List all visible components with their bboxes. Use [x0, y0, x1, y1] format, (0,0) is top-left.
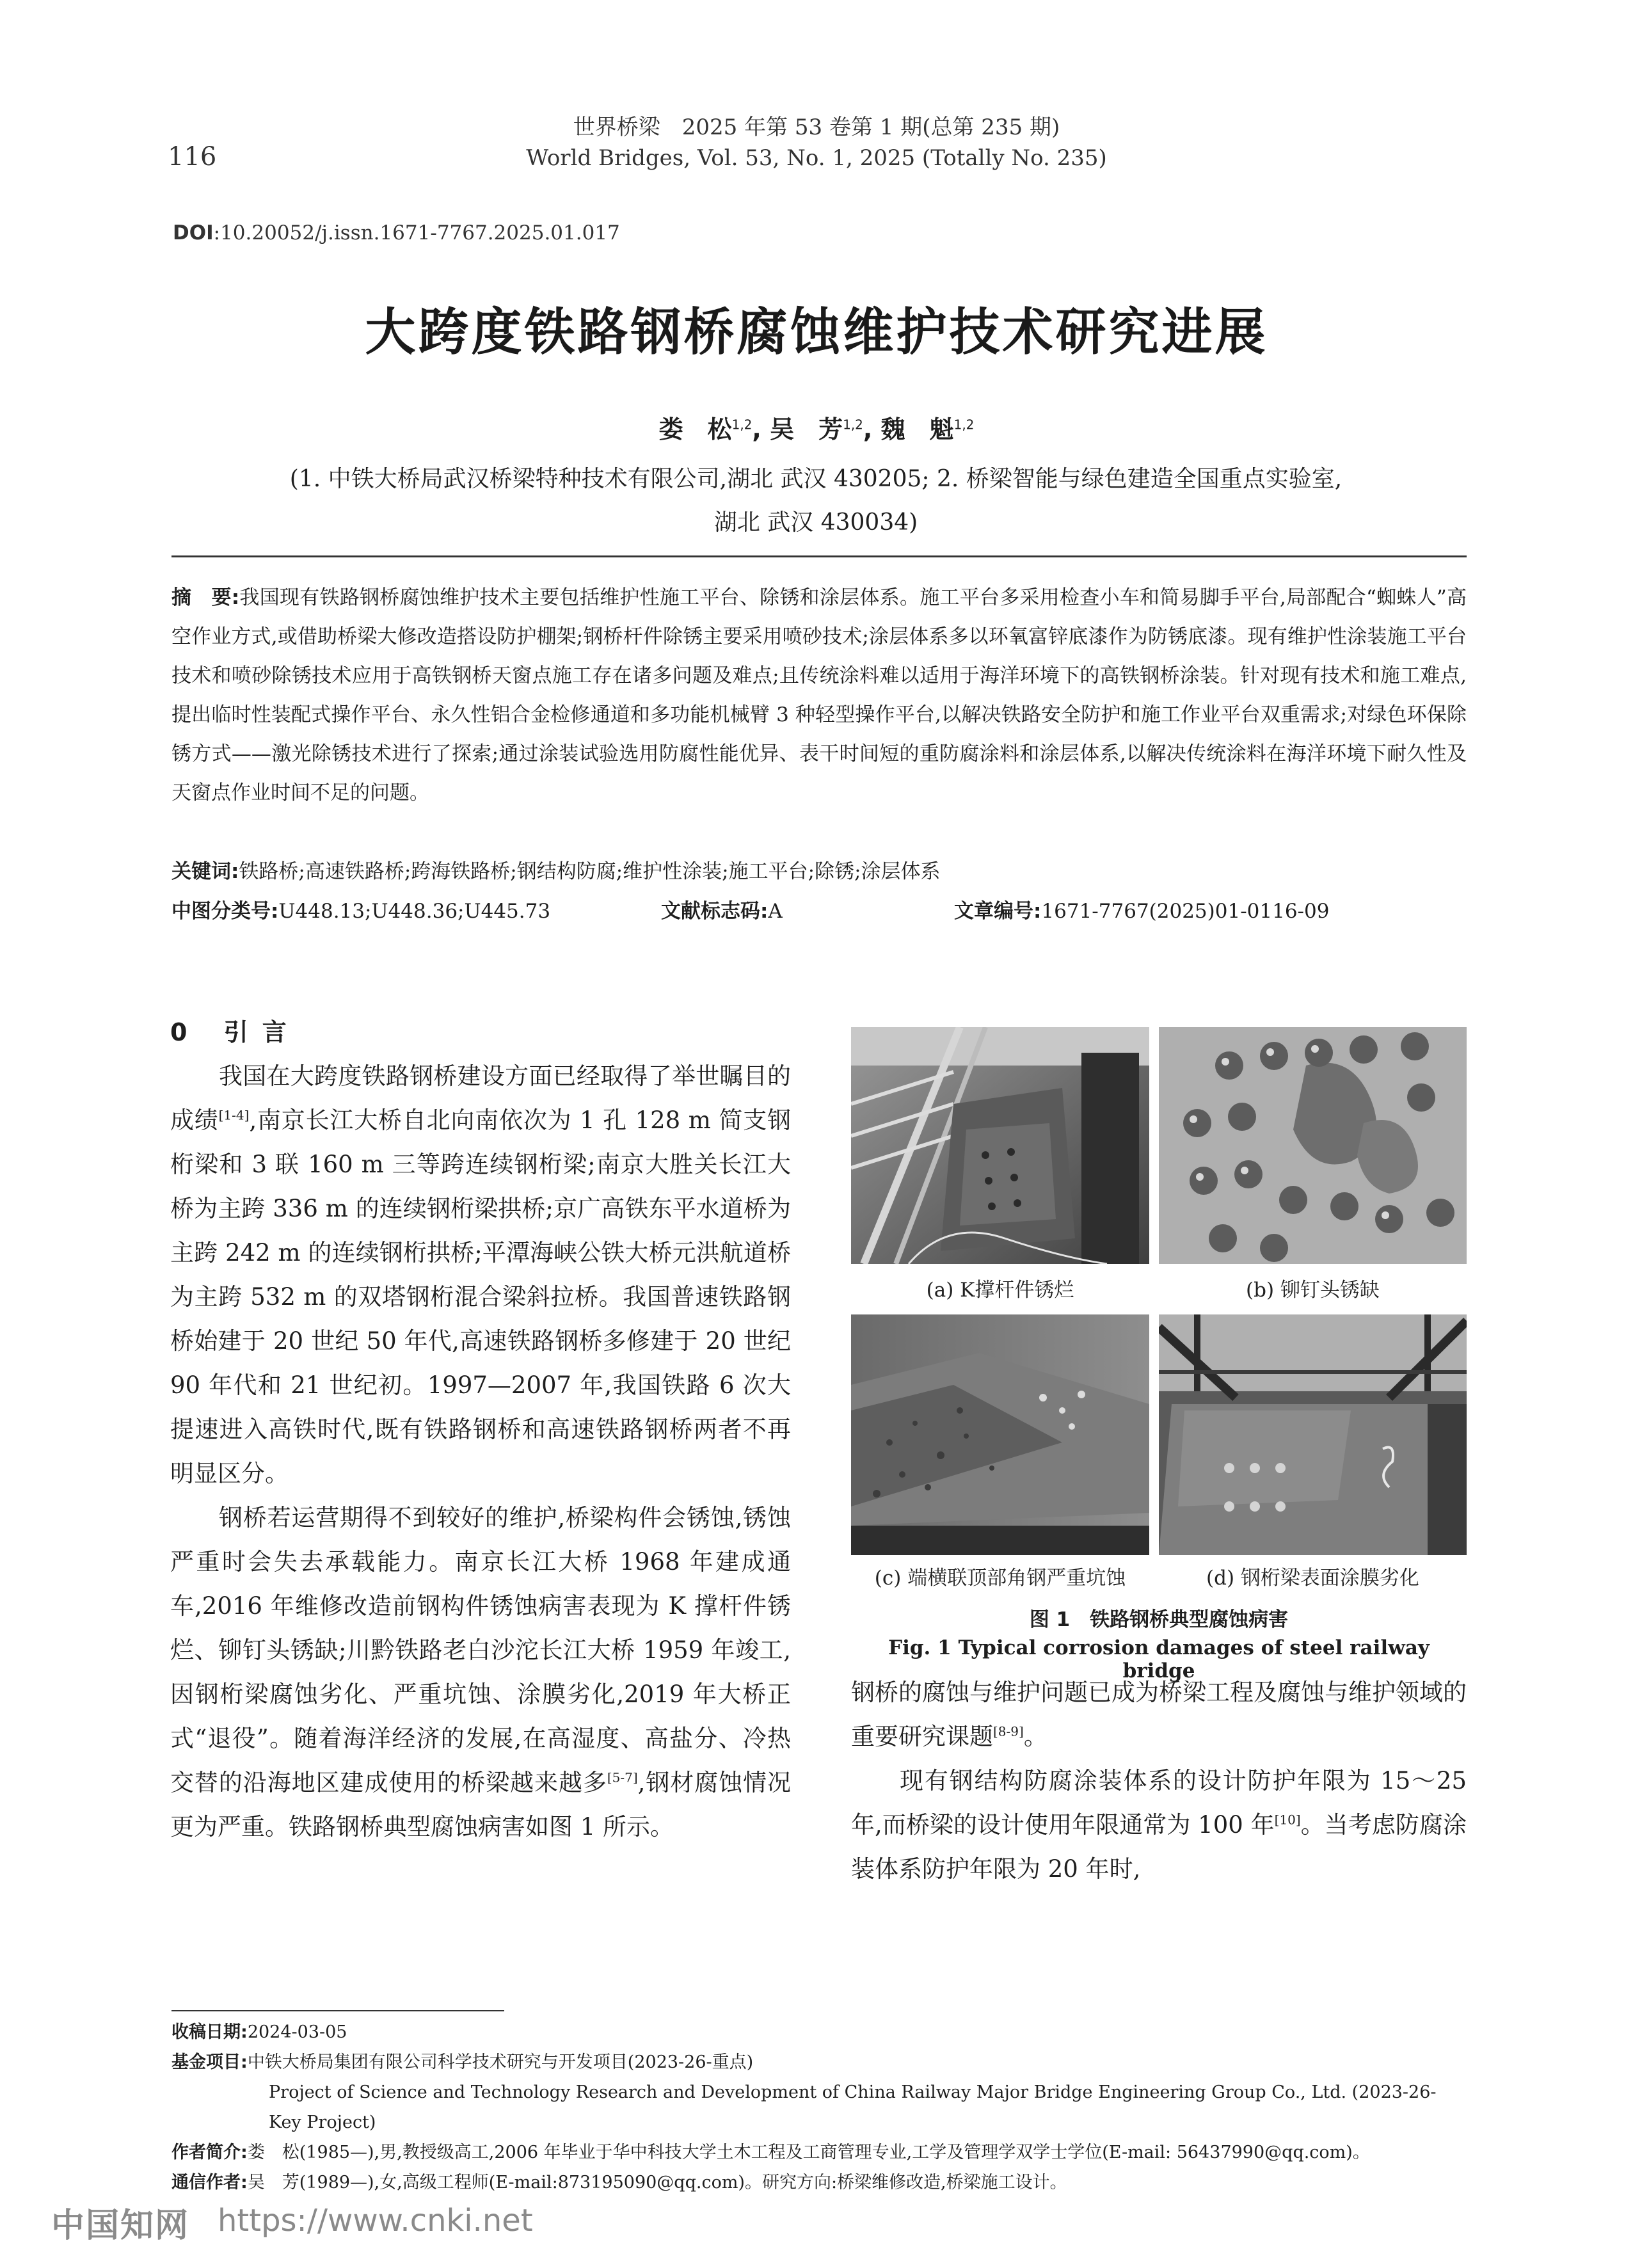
footnote-text: 中铁大桥局集团有限公司科学技术研究与开发项目(2023-26-重点): [247, 2052, 754, 2072]
affiliations: [160, 458, 1472, 545]
figure-caption-en: Fig. 1 Typical corrosion damages of steel railway bridge: [888, 1636, 1430, 1682]
author-separator: ,: [752, 415, 761, 443]
journal-header-en: World Bridges, Vol. 53, No. 1, 2025 (Totally No. 235): [526, 145, 1107, 171]
section-heading: [170, 1012, 301, 1048]
figure-caption-cn: 图 1 铁路钢桥典型腐蚀病害: [1029, 1608, 1289, 1631]
doi: [173, 221, 620, 244]
figure-photo-a: [851, 1027, 1149, 1264]
paragraph-text: 钢桥若运营期得不到较好的维护,桥梁构件会锈蚀,锈蚀严重时会失去承载能力。南京长江大桥 1968 年建成通车,2016 年维修改造前钢构件锈蚀病害表现为 K 撑杆件锈烂、铆钉头锈缺;川黔铁路老白沙沱长江大桥 1959 年竣工,因钢桁梁腐蚀劣化、严重坑蚀、涂膜劣化,2019 年大桥正式“退役”。随着海洋经济的发展,在高湿度、高盐分、冷热交替的沿海地区建成使用的桥梁越来越多: [170, 1504, 791, 1796]
figure-photo-d: [1159, 1314, 1467, 1555]
section-number: 0: [170, 1018, 202, 1046]
author-affil-sup: 1,2: [731, 417, 753, 433]
affiliation-line: (1. 中铁大桥局武汉桥梁特种技术有限公司,湖北 武汉 430205; 2. 桥梁智能与绿色建造全国重点实验室,: [289, 466, 1342, 492]
subcaption-a: (a) K撑杆件锈烂: [926, 1279, 1074, 1302]
footnote-label: 通信作者:: [171, 2173, 248, 2192]
paragraph-text: 现有钢结构防腐涂装体系的设计防护年限为 15～25 年,而桥梁的设计使用年限通常为 100 年: [851, 1767, 1467, 1839]
page-number: 116: [168, 142, 217, 172]
doi-label: DOI: [173, 221, 214, 244]
footnote-bio: [171, 2137, 1464, 2168]
citation: [8-9]: [993, 1723, 1024, 1739]
subcaption-b: (b) 铆钉头锈缺: [1246, 1279, 1380, 1302]
abstract-text: 我国现有铁路钢桥腐蚀维护技术主要包括维护性施工平台、除锈和涂层体系。施工平台多采用检查小车和简易脚手平台,局部配合“蜘蛛人”高空作业方式,或借助桥梁大修改造搭设防护棚架;钢桥杆件除锈主要采用喷砂技术;涂层体系多以环氧富锌底漆作为防锈底漆。现有维护性涂装施工平台技术和喷砂除锈技术应用于高铁钢桥天窗点施工存在诸多问题及难点;且传统涂料难以适用于海洋环境下的高铁钢桥涂装。针对现有技术和施工难点,提出临时性装配式操作平台、永久性铝合金检修通道和多功能机械臂 3 种轻型操作平台,以解决铁路安全防护和施工作业平台双重需求;对绿色环保除锈方式——激光除锈技术进行了探索;通过涂装试验选用防腐性能优异、表干时间短的重防腐涂料和涂层体系,以解决传统涂料在海洋环境下耐久性及天窗点作业时间不足的问题。: [171, 586, 1467, 804]
classification-line: [171, 892, 1467, 931]
footnote-text: Project of Science and Technology Research and Development of China Railway Major Bridge Engineering Group Co., Ltd. (2023-26-Key Project): [269, 2082, 1437, 2132]
figure-photo-b: [1159, 1027, 1467, 1264]
author-affil-sup: 1,2: [953, 417, 975, 433]
citation: [5-7]: [607, 1769, 638, 1785]
footnote-text: 娄 松(1985—),男,教授级高工,2006 年毕业于华中科技大学土木工程及工商管理专业,工学及管理学双学士学位(E-mail: 56437990@qq.com)。: [247, 2143, 1370, 2162]
paragraph-text: 钢桥的腐蚀与维护问题已成为桥梁工程及腐蚀与维护领域的重要研究课题: [851, 1679, 1467, 1750]
author-affil-sup: 1,2: [843, 417, 863, 433]
footnote-fund: [171, 2047, 1464, 2077]
footnote-rule: [171, 2010, 504, 2011]
section-title: 引言: [223, 1018, 301, 1046]
author-name: 魏 魁: [880, 415, 954, 443]
paragraph-text: ,南京长江大桥自北向南依次为 1 孔 128 m 简支钢桁梁和 3 联 160 m 三等跨连续钢桁梁;南京大胜关长江大桥为主跨 336 m 的连续钢桁梁拱桥;京广高铁东平水道桥为主跨 242 m 的连续钢桁拱桥;平潭海峡公铁大桥元洪航道桥为主跨 532 m 的双塔钢桁混合梁斜拉桥。我国普速铁路钢桥始建于 20 世纪 50 年代,高速铁路钢桥多修建于 20 世纪 90 年代和 21 世纪初。1997—2007 年,我国铁路 6 次大提速进入高铁时代,既有铁路钢桥和高速铁路钢桥两者不再明显区分。: [170, 1106, 791, 1487]
subcaption-d: (d) 钢桁梁表面涂膜劣化: [1206, 1567, 1419, 1590]
keywords: [171, 852, 1467, 891]
affiliation-line: 湖北 武汉 430034): [713, 509, 918, 536]
footnote-label: 收稿日期:: [171, 2022, 248, 2042]
paragraph-text: 。: [1023, 1723, 1048, 1750]
keywords-label: 关键词:: [171, 860, 239, 883]
footnote-text: 2024-03-05: [247, 2022, 347, 2042]
keywords-text: 铁路桥;高速铁路桥;跨海铁路桥;钢结构防腐;维护性涂装;施工平台;除锈;涂层体系: [239, 860, 941, 883]
footnotes: [171, 2017, 1464, 2198]
footnote-text: 吴 芳(1989—),女,高级工程师(E-mail:873195090@qq.com)。研究方向:桥梁维修改造,桥梁施工设计。: [247, 2173, 1067, 2192]
doc-code-value: A: [768, 900, 783, 923]
cnki-logo-text: 中国知网: [51, 2207, 190, 2245]
clc-label: 中图分类号:: [171, 900, 279, 923]
footnote-received: [171, 2017, 1464, 2047]
author-name: 吴 芳: [770, 415, 843, 443]
citation: [1-4]: [218, 1107, 250, 1123]
author-name: 娄 松: [658, 415, 732, 443]
author-separator: ,: [863, 415, 873, 443]
footnote-fund-en: [171, 2077, 1464, 2137]
article-no-label: 文章编号:: [954, 900, 1042, 923]
abstract-label: 摘 要:: [171, 586, 240, 609]
journal-header: [0, 113, 1633, 173]
header-rule: [171, 555, 1467, 557]
article-no-value: 1671-7767(2025)01-0116-09: [1041, 900, 1330, 923]
paragraph-text: ,钢材腐蚀情况更为严重。铁路钢桥典型腐蚀病害如图 1 所示。: [170, 1769, 792, 1841]
paragraph-text: 我国在大跨度铁路钢桥建设方面已经取得了举世瞩目的成绩: [170, 1062, 791, 1134]
abstract: [171, 579, 1467, 813]
paragraph: [170, 1496, 791, 1849]
figure-photo-c: [851, 1314, 1149, 1555]
paragraph-text: 。当考虑防腐涂装体系防护年限为 20 年时,: [851, 1811, 1467, 1883]
paragraph: [851, 1759, 1467, 1891]
journal-header-cn: 世界桥梁 2025 年第 53 卷第 1 期(总第 235 期): [573, 115, 1060, 140]
doi-value: :10.20052/j.issn.1671-7767.2025.01.017: [213, 221, 620, 244]
footnote-label: 基金项目:: [171, 2052, 248, 2072]
author-list: [0, 410, 1633, 445]
paragraph: [170, 1054, 791, 1496]
paper-title: 大跨度铁路钢桥腐蚀维护技术研究进展: [365, 303, 1268, 362]
doc-code-label: 文献标志码:: [661, 900, 769, 923]
footnote-label: 作者简介:: [171, 2143, 248, 2162]
paragraph: [851, 1670, 1467, 1759]
subcaption-c: (c) 端横联顶部角钢严重坑蚀: [874, 1567, 1126, 1590]
body-left-column: [170, 1054, 791, 1849]
clc-value: U448.13;U448.36;U445.73: [278, 900, 551, 923]
body-right-column: [851, 1670, 1467, 1891]
citation: [10]: [1274, 1812, 1301, 1828]
footnote-corresponding: [171, 2168, 1464, 2198]
cnki-url[interactable]: https://www.cnki.net: [218, 2203, 533, 2239]
